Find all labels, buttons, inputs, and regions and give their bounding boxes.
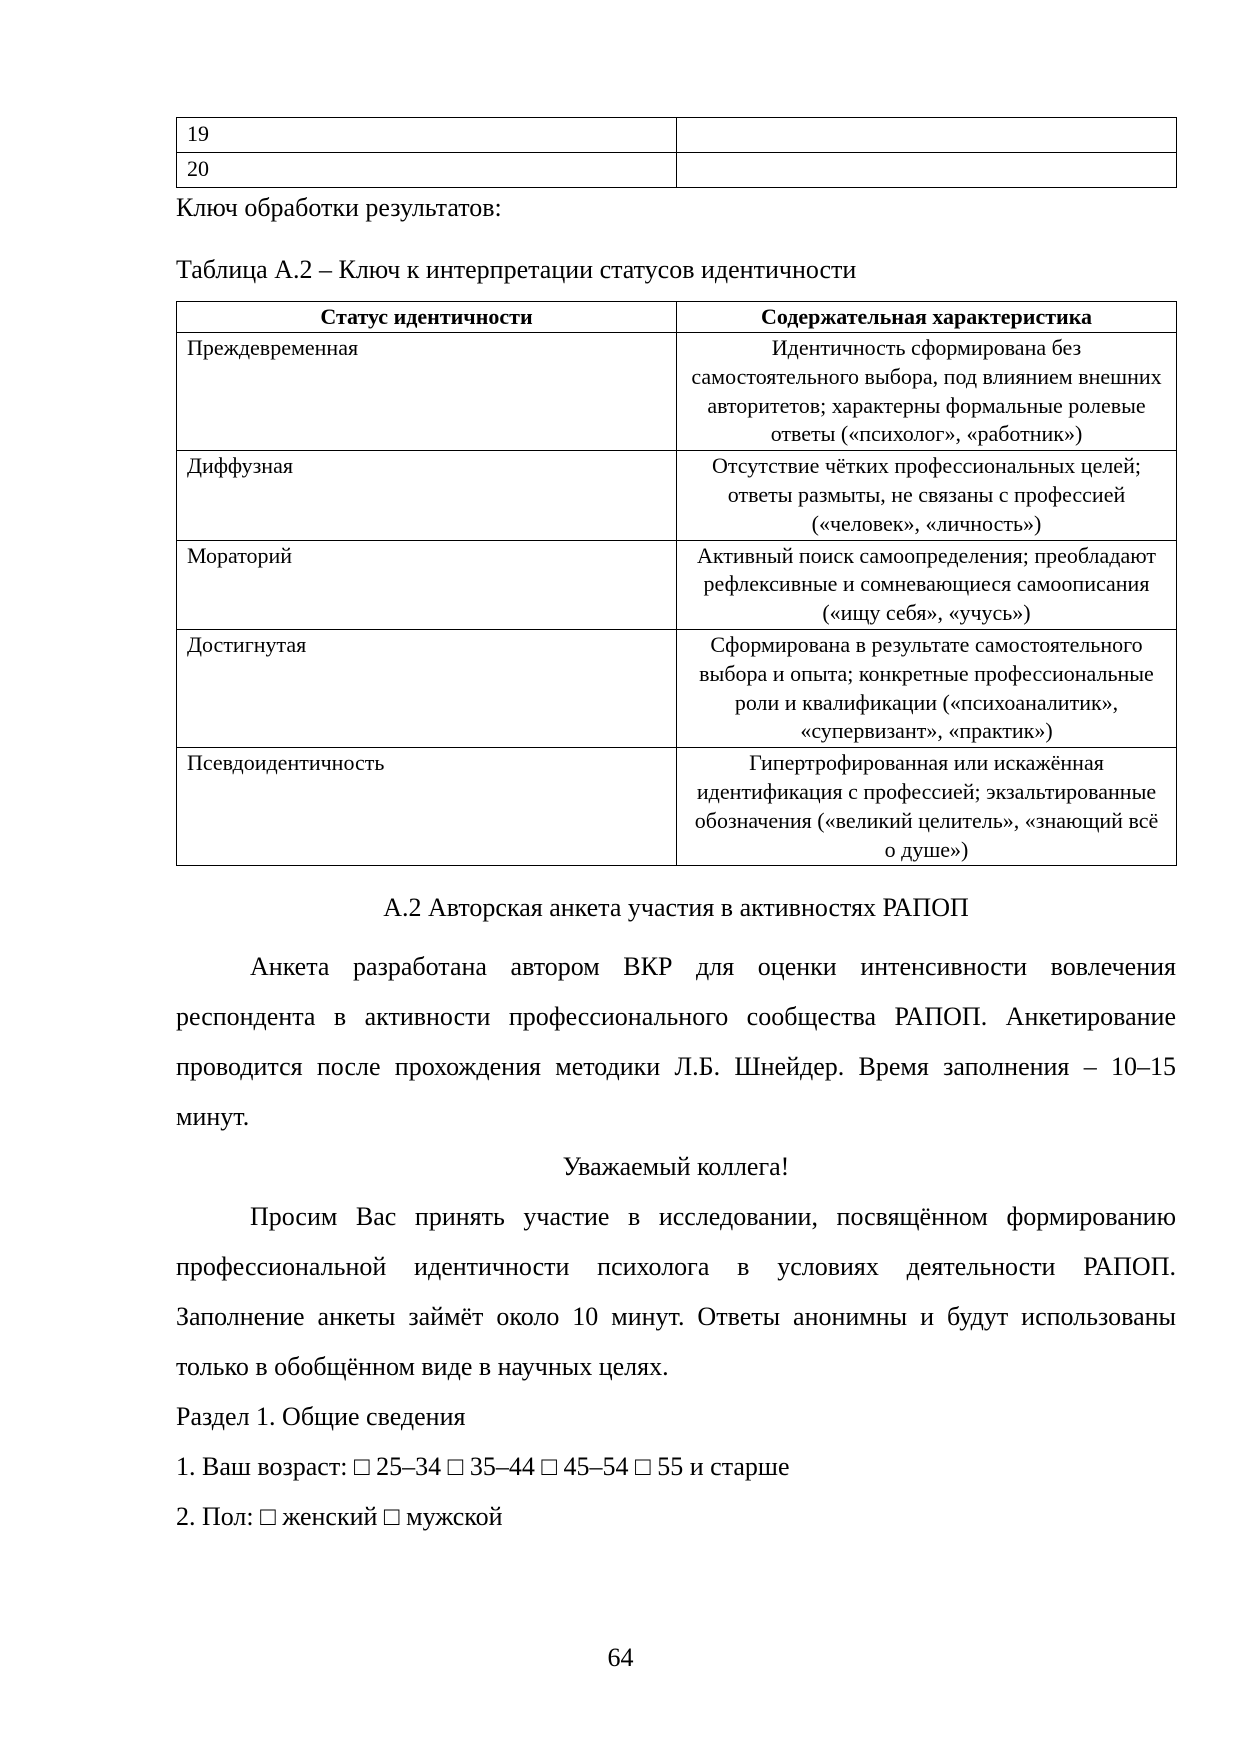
table-row	[177, 153, 1177, 188]
description-cell: Гипертрофированная или искажённая идентификация с профессией; экзальтированные обозначения («великий целитель», «знающий всё о душе»)	[677, 748, 1177, 866]
status-cell: Мораторий	[177, 540, 677, 629]
table-row	[177, 629, 1177, 747]
section1-title: Раздел 1. Общие сведения	[176, 1402, 466, 1432]
table-row	[177, 333, 1177, 451]
table-caption: Таблица А.2 – Ключ к интерпретации статусов идентичности	[176, 255, 857, 284]
row-answer-cell	[677, 153, 1177, 188]
table-header-row	[177, 302, 1177, 333]
answer-table-fragment	[176, 117, 1177, 188]
status-cell: Преждевременная	[177, 333, 677, 451]
description-cell: Активный поиск самоопределения; преобладают рефлексивные и сомневающиеся самоописания («ищу себя», «учусь»)	[677, 540, 1177, 629]
question-gender: 2. Пол: □ женский □ мужской	[176, 1502, 503, 1532]
table-row	[177, 540, 1177, 629]
column-header-description: Содержательная характеристика	[677, 302, 1177, 333]
request-paragraph: Просим Вас принять участие в исследовании, посвящённом формированию профессиональной идентичности психолога в условиях деятельности РАПОП. Заполнение анкеты займёт около 10 минут. Ответы анонимны и будут использованы только в обобщённом виде в научных целях.	[176, 1202, 1176, 1382]
status-cell: Достигнутая	[177, 629, 677, 747]
page-number: 64	[607, 1643, 634, 1672]
key-caption: Ключ обработки результатов:	[176, 193, 502, 222]
description-cell: Сформирована в результате самостоятельного выбора и опыта; конкретные профессиональные роли и квалификации («психоаналитик», «супервизант», «практик»)	[677, 629, 1177, 747]
question-age: 1. Ваш возраст: □ 25–34 □ 35–44 □ 45–54 □ 55 и старше	[176, 1452, 790, 1482]
document-page	[176, 117, 1176, 1542]
intro-paragraph: Анкета разработана автором ВКР для оценки интенсивности вовлечения респондента в активности профессионального сообщества РАПОП. Анкетирование проводится после прохождения методики Л.Б. Шнейдер. Время заполнения – 10–15 минут.	[176, 952, 1176, 1132]
section-heading: А.2 Авторская анкета участия в активностях РАПОП	[383, 893, 969, 923]
row-number: 20	[177, 153, 677, 188]
status-cell: Псевдоидентичность	[177, 748, 677, 866]
description-cell: Идентичность сформирована без самостоятельного выбора, под влиянием внешних авторитетов; характерны формальные ролевые ответы («психолог», «работник»)	[677, 333, 1177, 451]
table-row	[177, 451, 1177, 540]
column-header-status: Статус идентичности	[177, 302, 677, 333]
status-cell: Диффузная	[177, 451, 677, 540]
table-row	[177, 118, 1177, 153]
row-answer-cell	[677, 118, 1177, 153]
identity-status-key-table	[176, 301, 1177, 866]
description-cell: Отсутствие чётких профессиональных целей; ответы размыты, не связаны с профессией («человек», «личность»)	[677, 451, 1177, 540]
table-row	[177, 748, 1177, 866]
greeting: Уважаемый коллега!	[562, 1152, 790, 1182]
row-number: 19	[177, 118, 677, 153]
